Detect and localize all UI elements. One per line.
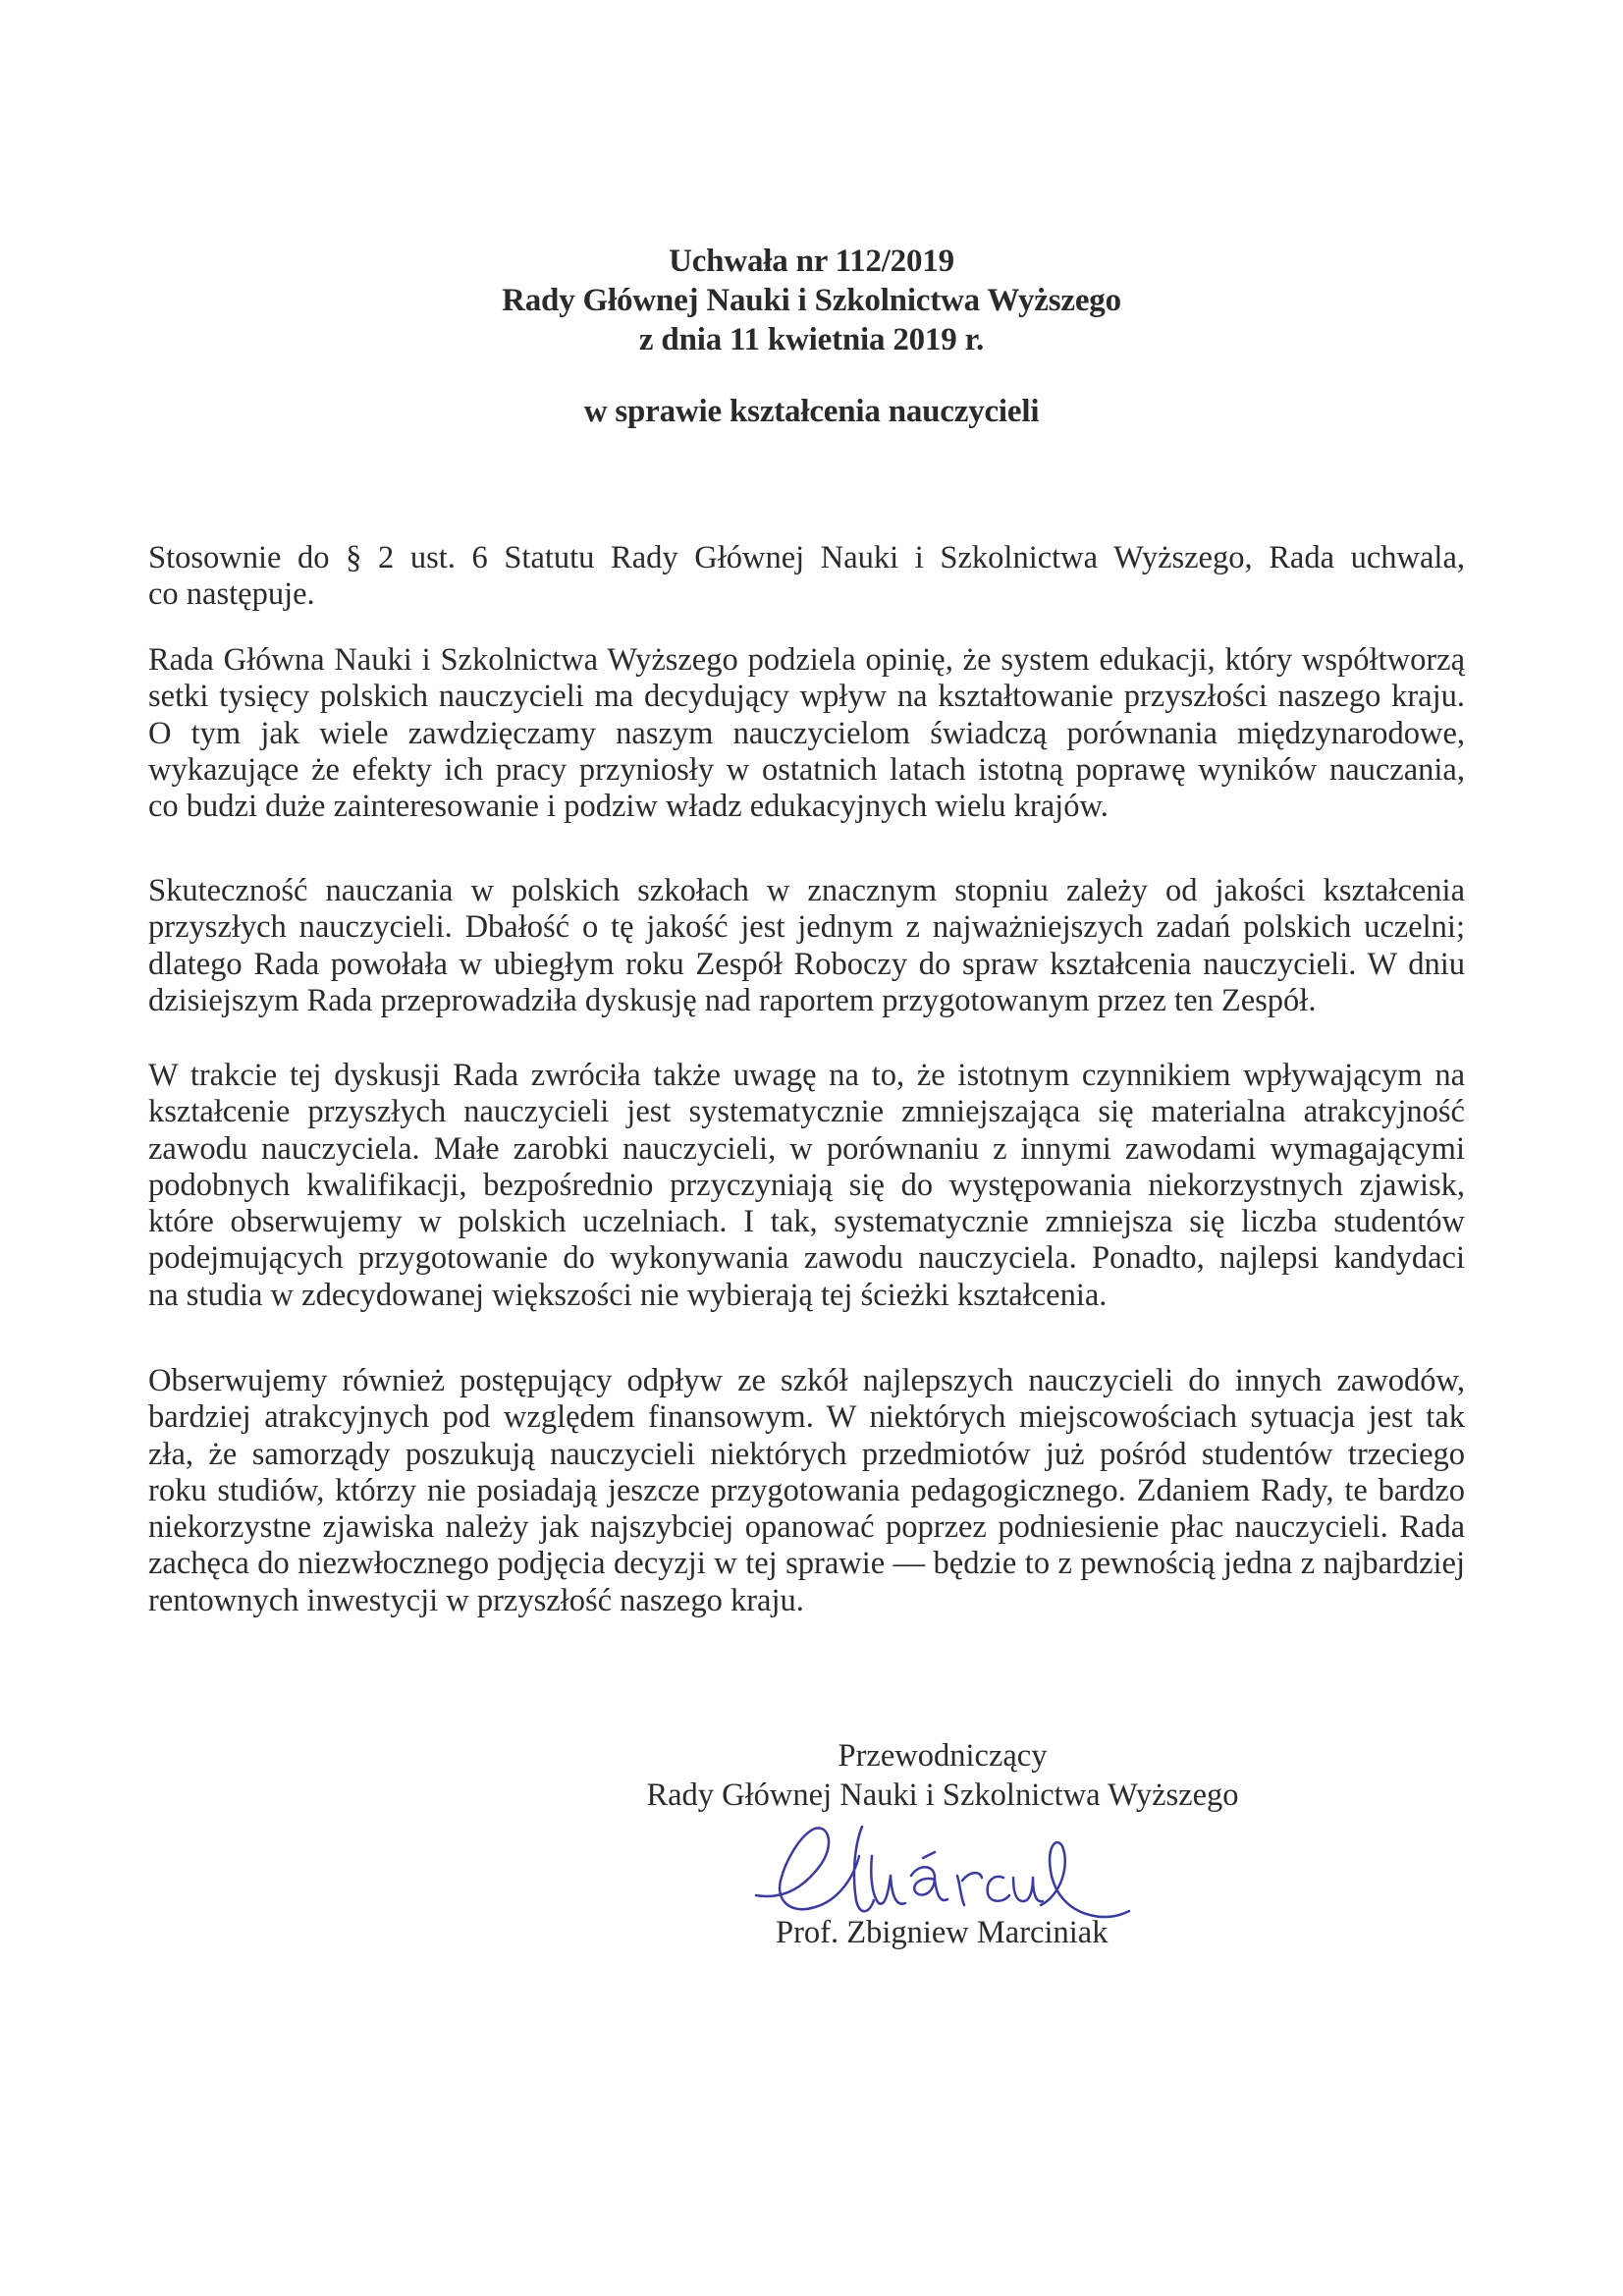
text-line: przyszłych nauczycieli. Dbałość o tę jakość jest jednym z najważniejszych zadań polskich uczelni;	[148, 909, 1465, 946]
resolution-subject: w sprawie kształcenia nauczycieli	[583, 394, 1040, 429]
text-line: roku studiów, którzy nie posiadają jeszcze przygotowania pedagogicznego. Zdaniem Rady, te bardzo	[148, 1472, 1465, 1508]
text-line: kształcenie przyszłych nauczycieli jest systematycznie zmniejszająca się materialna atrakcyjność	[148, 1094, 1465, 1130]
text-line: co budzi duże zainteresowanie i podziw władz edukacyjnych wielu krajów.	[148, 789, 1109, 825]
resolution-number: Uchwała nr 112/2019	[669, 244, 954, 279]
text-line: dlatego Rada powołała w ubiegłym roku Zespół Roboczy do spraw kształcenia nauczycieli. W dniu	[148, 946, 1465, 982]
paragraph-3	[148, 873, 1465, 1019]
text-line: Rada Główna Nauki i Szkolnictwa Wyższego podziela opinię, że system edukacji, który współtworzą	[148, 642, 1465, 678]
text-line: zła, że samorządy poszukują nauczycieli niektórych przedmiotów już pośród studentów trzeciego	[148, 1436, 1465, 1472]
text-line: Skuteczność nauczania w polskich szkołach w znacznym stopniu zależy od jakości kształcenia	[148, 873, 1465, 908]
text-line: O tym jak wiele zawdzięczamy naszym nauczycielom świadczą porównania międzynarodowe,	[148, 715, 1465, 751]
text-line: setki tysięcy polskich nauczycieli ma decydujący wpływ na kształtowanie przyszłości naszego kraju.	[148, 679, 1465, 715]
paragraph-5	[148, 1363, 1465, 1619]
text-line: które obserwujemy w polskich uczelniach. I tak, systematycznie zmniejsza się liczba studentów	[148, 1204, 1465, 1240]
council-name: Rady Głównej Nauki i Szkolnictwa Wyższego	[502, 283, 1121, 318]
text-line: W trakcie tej dyskusji Rada zwróciła także uwagę na to, że istotnym czynnikiem wpływającym na	[148, 1058, 1465, 1093]
text-line: bardziej atrakcyjnych pod względem finansowym. W niektórych miejscowościach sytuacja jest tak	[148, 1399, 1465, 1436]
paragraph-2	[148, 642, 1465, 825]
text-line: podejmujących przygotowanie do wykonywania zawodu nauczyciela. Ponadto, najlepsi kandydaci	[148, 1240, 1465, 1277]
paragraph-4	[148, 1058, 1465, 1314]
resolution-date: z dnia 11 kwietnia 2019 r.	[638, 322, 985, 357]
text-line: wykazujące że efekty ich pracy przyniosły w ostatnich latach istotną poprawę wyników nauczania,	[148, 751, 1465, 788]
text-line: niekorzystne zjawiska należy jak najszybciej opanować poprzez podniesienie płac nauczycieli. Rada	[148, 1509, 1465, 1546]
text-line: rentownych inwestycji w przyszłość naszego kraju.	[148, 1582, 804, 1618]
text-line: Stosownie do § 2 ust. 6 Statutu Rady Głównej Nauki i Szkolnictwa Wyższego, Rada uchwala,	[148, 540, 1465, 575]
paragraph-1	[148, 540, 1465, 614]
text-line: Obserwujemy również postępujący odpływ ze szkół najlepszych nauczycieli do innych zawodów,	[148, 1363, 1465, 1398]
signatory-organization: Rady Głównej Nauki i Szkolnictwa Wyższego	[646, 1777, 1239, 1813]
text-line: zawodu nauczyciela. Małe zarobki nauczycieli, w porównaniu z innymi zawodami wymagającymi	[148, 1130, 1465, 1167]
text-line: podobnych kwalifikacji, bezpośrednio przyczyniają się do występowania niekorzystnych zjawisk,	[148, 1167, 1465, 1203]
signatory-name: Prof. Zbigniew Marciniak	[776, 1915, 1109, 1950]
text-line: dzisiejszym Rada przeprowadziła dyskusję nad raportem przygotowanym przez ten Zespół.	[148, 982, 1317, 1018]
text-line: co następuje.	[148, 576, 315, 613]
text-line: zachęca do niezwłocznego podjęcia decyzji w tej sprawie — będzie to z pewnością jedna z najbardziej	[148, 1546, 1465, 1582]
signatory-role: Przewodniczący	[838, 1738, 1048, 1774]
text-line: na studia w zdecydowanej większości nie wybierają tej ścieżki kształcenia.	[148, 1277, 1108, 1313]
